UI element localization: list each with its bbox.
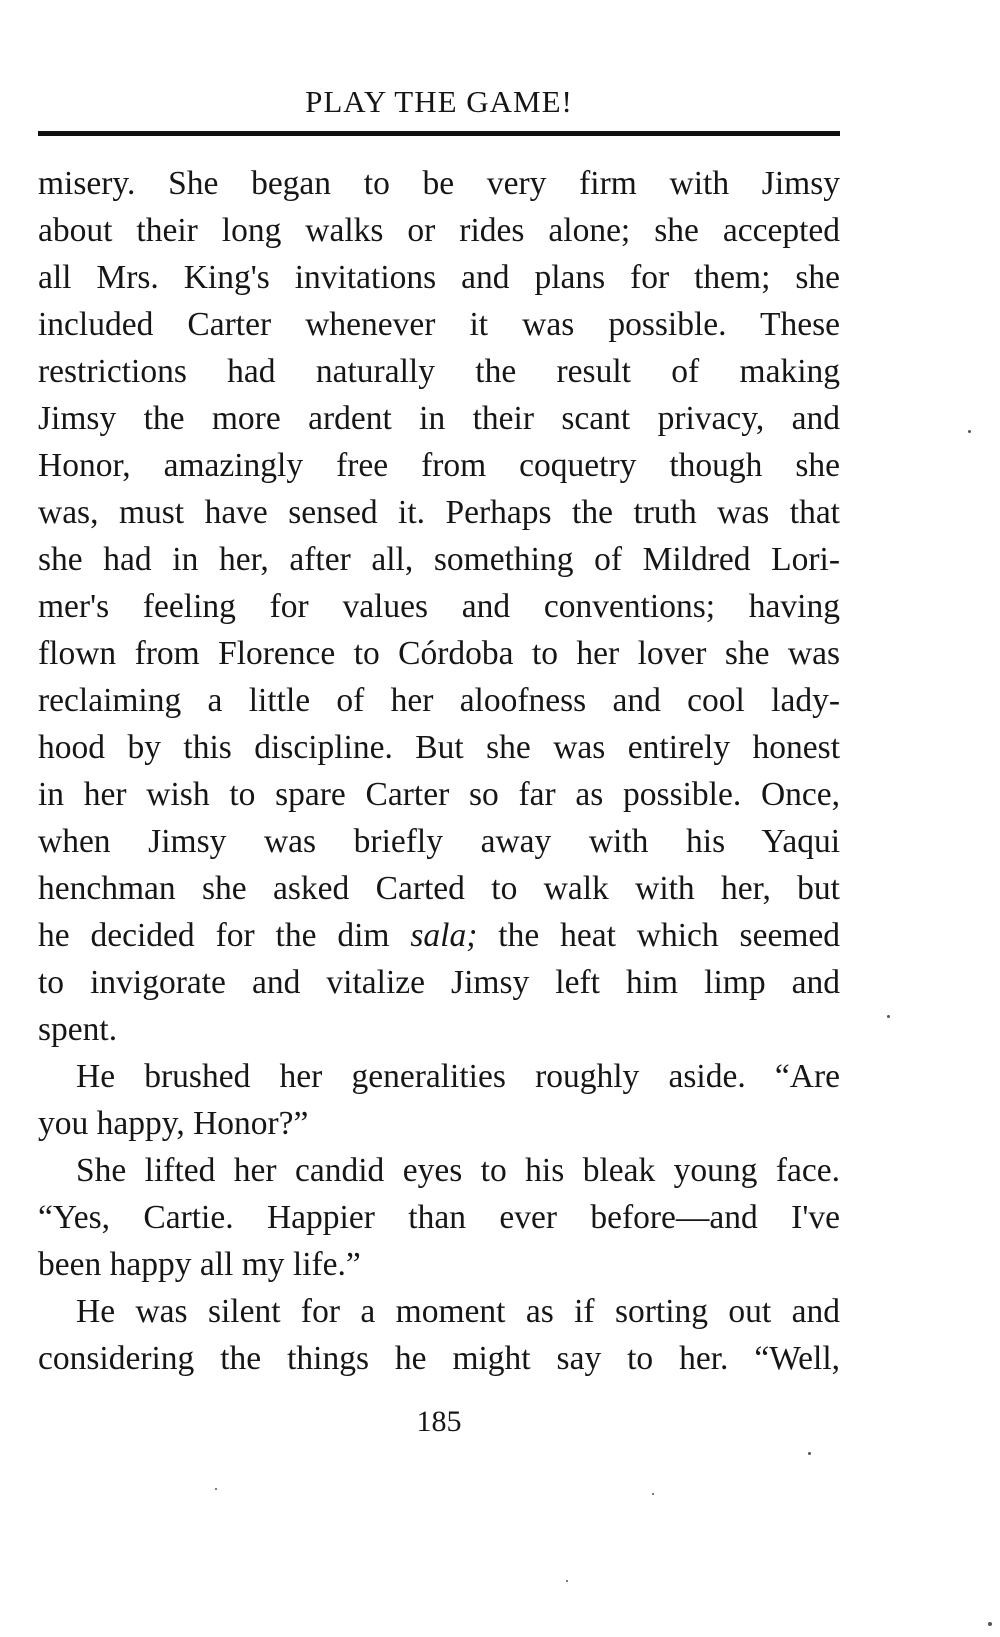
text-line: included Carter whenever it was possible. These xyxy=(38,306,840,343)
page-body xyxy=(38,160,840,1382)
italic-word: sala; xyxy=(410,917,478,954)
text-line: spent. xyxy=(38,1011,118,1048)
text-run: he decided for the dim xyxy=(38,917,411,954)
text-line: henchman she asked Carted to walk with her, but xyxy=(38,870,840,907)
text-line: you happy, Honor?” xyxy=(38,1105,309,1142)
text-line: reclaiming a little of her aloofness and cool lady- xyxy=(38,682,840,719)
text-line: Jimsy the more ardent in their scant privacy, and xyxy=(38,400,840,437)
text-run: the heat which seemed xyxy=(477,917,840,954)
text-line: she had in her, after all, something of Mildred Lori- xyxy=(38,541,840,578)
text-line-sala xyxy=(38,912,840,959)
text-line: He brushed her generalities roughly aside. “Are xyxy=(76,1058,840,1095)
paragraph-1 xyxy=(38,160,840,1053)
text-line: “Yes, Cartie. Happier than ever before—and I've xyxy=(38,1199,840,1236)
text-line: She lifted her candid eyes to his bleak young face. xyxy=(76,1152,840,1189)
text-line: Honor, amazingly free from coquetry though she xyxy=(38,447,840,484)
page-number: 185 xyxy=(416,1405,462,1438)
paper-speck xyxy=(968,430,971,433)
text-line: flown from Florence to Córdoba to her lover she was xyxy=(38,635,840,672)
text-line: all Mrs. King's invitations and plans for them; she xyxy=(38,259,840,296)
text-line: mer's feeling for values and conventions; having xyxy=(38,588,840,625)
text-line: restrictions had naturally the result of making xyxy=(38,353,840,390)
header-rule xyxy=(38,131,840,136)
text-line: He was silent for a moment as if sorting out and xyxy=(76,1293,840,1330)
paper-speck xyxy=(652,1493,654,1495)
paragraph-4 xyxy=(38,1288,840,1382)
paper-speck xyxy=(566,1580,568,1582)
paper-speck xyxy=(215,1488,217,1490)
paper-speck xyxy=(887,1015,890,1018)
paper-speck xyxy=(808,1452,811,1455)
text-line: been happy all my life.” xyxy=(38,1246,361,1283)
text-line: when Jimsy was briefly away with his Yaqui xyxy=(38,823,840,860)
text-line: was, must have sensed it. Perhaps the truth was that xyxy=(38,494,840,531)
text-line: considering the things he might say to her. “Well, xyxy=(38,1340,840,1377)
running-title: PLAY THE GAME! xyxy=(305,84,573,119)
text-line: in her wish to spare Carter so far as possible. Once, xyxy=(38,776,840,813)
text-line: to invigorate and vitalize Jimsy left him limp and xyxy=(38,964,840,1001)
paragraph-3 xyxy=(38,1147,840,1288)
text-line: about their long walks or rides alone; she accepted xyxy=(38,212,840,249)
text-line: hood by this discipline. But she was entirely honest xyxy=(38,729,840,766)
text-line: misery. She began to be very firm with Jimsy xyxy=(38,165,840,202)
paragraph-2 xyxy=(38,1053,840,1147)
paper-speck xyxy=(988,1622,992,1626)
